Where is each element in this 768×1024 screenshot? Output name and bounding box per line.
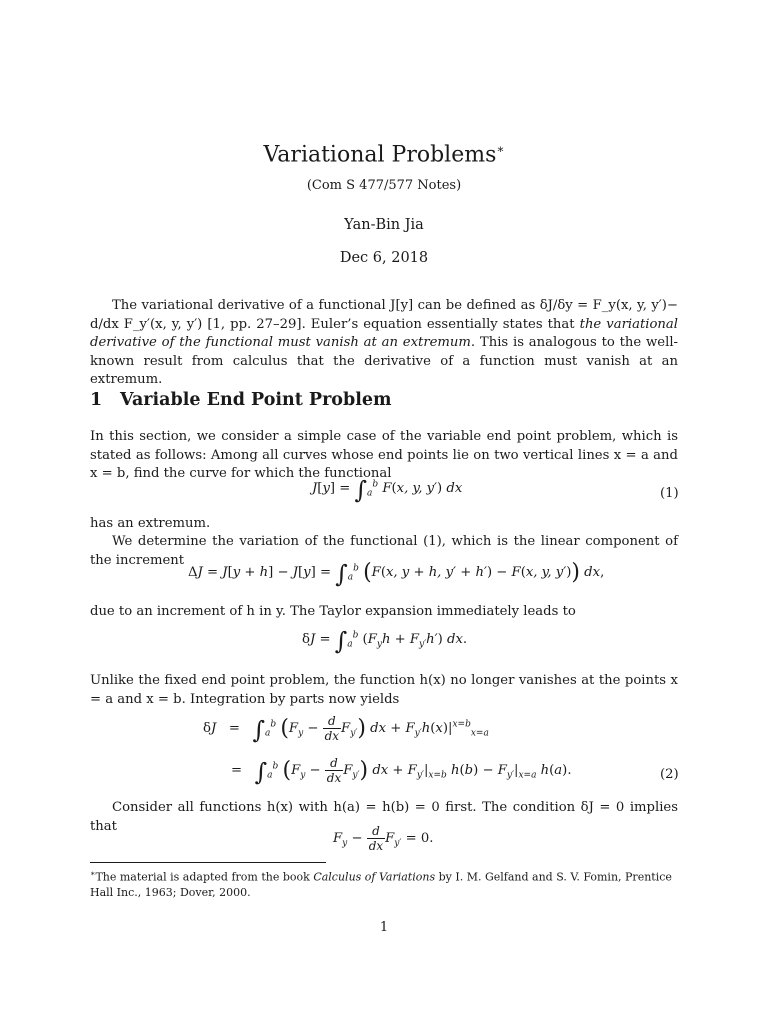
footnote-book-title: Calculus of Variations: [313, 870, 436, 884]
footnote-mark: ∗: [90, 869, 96, 878]
intro-line1: The variational derivative of a functional J[y] can be defined as δJ/δy = F_y(x, y, y′)− d/dx F_y′(x, y, y′): [90, 298, 678, 332]
intro-paragraph: [90, 297, 678, 390]
equation-1: $J[y] = \int_a^b$ F(x, y, y′) dx: [312, 476, 463, 504]
paper-title: [0, 142, 768, 167]
author-name: Yan-Bin Jia: [344, 217, 424, 233]
intro-text-a: [1, pp. 27–29]. Euler’s equation essentially states that: [207, 316, 580, 332]
section-paragraph-1: In this section, we consider a simple case of the variable end point problem, which is stated as follows: Among all curves whose end points lie on two vertical lines x = a and x = b, find the curve for which the functional: [90, 429, 678, 482]
section-number: 1: [90, 390, 103, 410]
footnote: [90, 866, 680, 900]
equation-2-line-1: $\delta J = \int_a^b$ ($F_y$ − $\frac{d}{dx}$ $F_{y'}$) dx + $F_{y'}h(x)|^{x=b}_{x=a}$: [203, 714, 489, 744]
section-paragraph-5: Unlike the fixed end point problem, the function h(x) no longer vanishes at the points x = a and x = b. Integration by parts now yields: [90, 673, 678, 707]
intro-emphasis: the variational derivative of the functional must vanish at an extremum.: [90, 316, 679, 351]
section-heading: [90, 390, 392, 410]
section-paragraph-4: due to an increment of h in y. The Taylor expansion immediately leads to: [90, 604, 576, 619]
page-number: 1: [379, 920, 389, 935]
equation-1-label: (1): [660, 486, 679, 501]
section-paragraph-2: has an extremum.: [90, 516, 211, 531]
footnote-rule: [90, 862, 326, 863]
paper-subtitle: (Com S 477/577 Notes): [306, 178, 462, 193]
equation-euler: $F_y$ − $\frac{d}{dx}$ $F_{y'} = 0$.: [333, 824, 434, 853]
section-paragraph-6: Consider all functions h(x) with h(a) = h(b) = 0 first. The condition δJ = 0 implies that: [90, 800, 678, 834]
paper-date: Dec 6, 2018: [339, 250, 429, 266]
title-footnote-mark: ∗: [496, 142, 505, 156]
equation-2-label: (2): [660, 767, 679, 782]
equation-variation: $\delta J = \int_a^b$ $(F_yh + F_{y'}h')$ dx.: [302, 627, 468, 655]
title-text: Variational Problems: [263, 142, 497, 168]
equation-increment: $\Delta J = J[y + h] - J[y] = \int_a^b$ (F(x, y + h, y′ + h′) − F(x, y, y′)) dx,: [188, 560, 605, 588]
footnote-text-a: The material is adapted from the book: [95, 870, 314, 884]
equation-2-line-2: = $\int_a^b$ ($F_y$ − $\frac{d}{dx}$ $F_{y'}$) dx + $F_{y'}|_{x=b}$ $h(b) - F_{y'}|_{x=a}$ h(a).: [231, 756, 572, 786]
section-paragraph-3: We determine the variation of the functional (1), which is the linear component of the increment: [90, 534, 678, 568]
section-title: Variable End Point Problem: [120, 390, 392, 410]
footnote-text-b: by I. M. Gelfand and S. V. Fomin, Prentice Hall Inc., 1963; Dover, 2000.: [90, 870, 672, 899]
intro-text-b: This is analogous to the well-known result from calculus that the derivative of a function must vanish at an extremum.: [90, 335, 678, 388]
